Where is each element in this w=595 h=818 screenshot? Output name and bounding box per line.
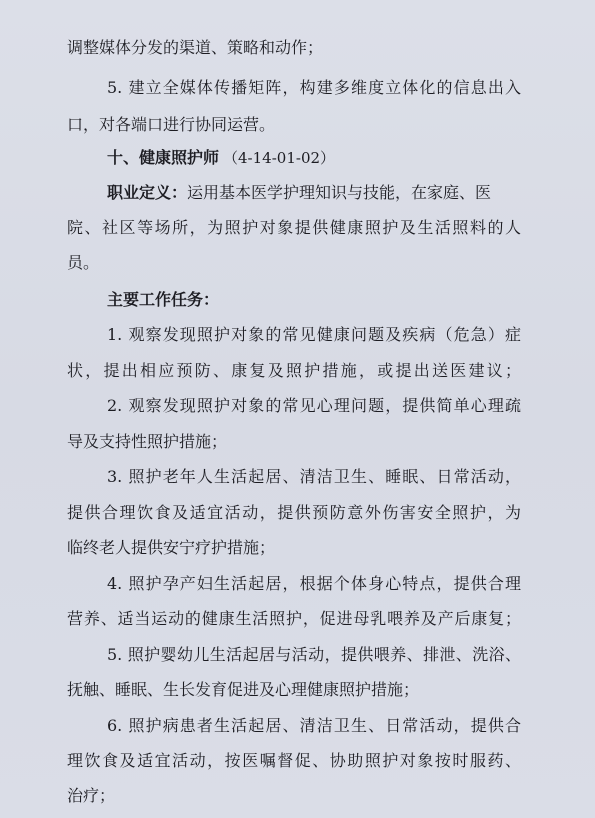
text-line: 6. 照护病患者生活起居、清洁卫生、日常活动，提供合 <box>107 716 521 735</box>
text-line: 员。 <box>67 253 100 272</box>
text-line: 临终老人提供安宁疗护措施； <box>67 538 276 557</box>
definition-text: 运用基本医学护理知识与技能，在家庭、医 <box>187 183 492 202</box>
definition-label: 职业定义： <box>107 183 188 202</box>
text-line: 1. 观察发现照护对象的常见健康问题及疾病（危急）症 <box>107 325 521 344</box>
text-line: 治疗； <box>67 786 116 805</box>
text-line: 5. 建立全媒体传播矩阵，构建多维度立体化的信息出入 <box>107 78 521 97</box>
tasks-heading: 主要工作任务： <box>107 290 220 309</box>
text-line: 口，对各端口进行协同运营。 <box>67 115 276 134</box>
text-line: 抚触、睡眠、生长发育促进及心理健康照护措施； <box>67 680 420 699</box>
text-line: 状，提出相应预防、康复及照护措施，或提出送医建议； <box>67 361 521 380</box>
section-title: 十、健康照护师 <box>107 148 220 167</box>
text-line: 提供合理饮食及适宜活动，提供预防意外伤害安全照护，为 <box>67 503 521 522</box>
text-line: 导及支持性照护措施； <box>67 432 228 451</box>
text-line: 2. 观察发现照护对象的常见心理问题，提供简单心理疏 <box>107 396 521 415</box>
text-line: 调整媒体分发的渠道、策略和动作； <box>67 38 324 57</box>
text-line: 5. 照护婴幼儿生活起居与活动，提供喂养、排泄、洗浴、 <box>107 645 521 664</box>
text-line: 院、社区等场所，为照护对象提供健康照护及生活照料的人 <box>67 218 521 237</box>
text-line: 营养、适当运动的健康生活照护，促进母乳喂养及产后康复； <box>67 609 521 628</box>
section-code: （4-14-01-02） <box>223 149 336 167</box>
text-line: 4. 照护孕产妇生活起居，根据个体身心特点，提供合理 <box>107 574 521 593</box>
definition-line <box>107 183 491 203</box>
section-heading <box>107 148 335 168</box>
text-line: 理饮食及适宜活动，按医嘱督促、协助照护对象按时服药、 <box>67 751 521 770</box>
text-line: 3. 照护老年人生活起居、清洁卫生、睡眠、日常活动， <box>107 467 521 486</box>
